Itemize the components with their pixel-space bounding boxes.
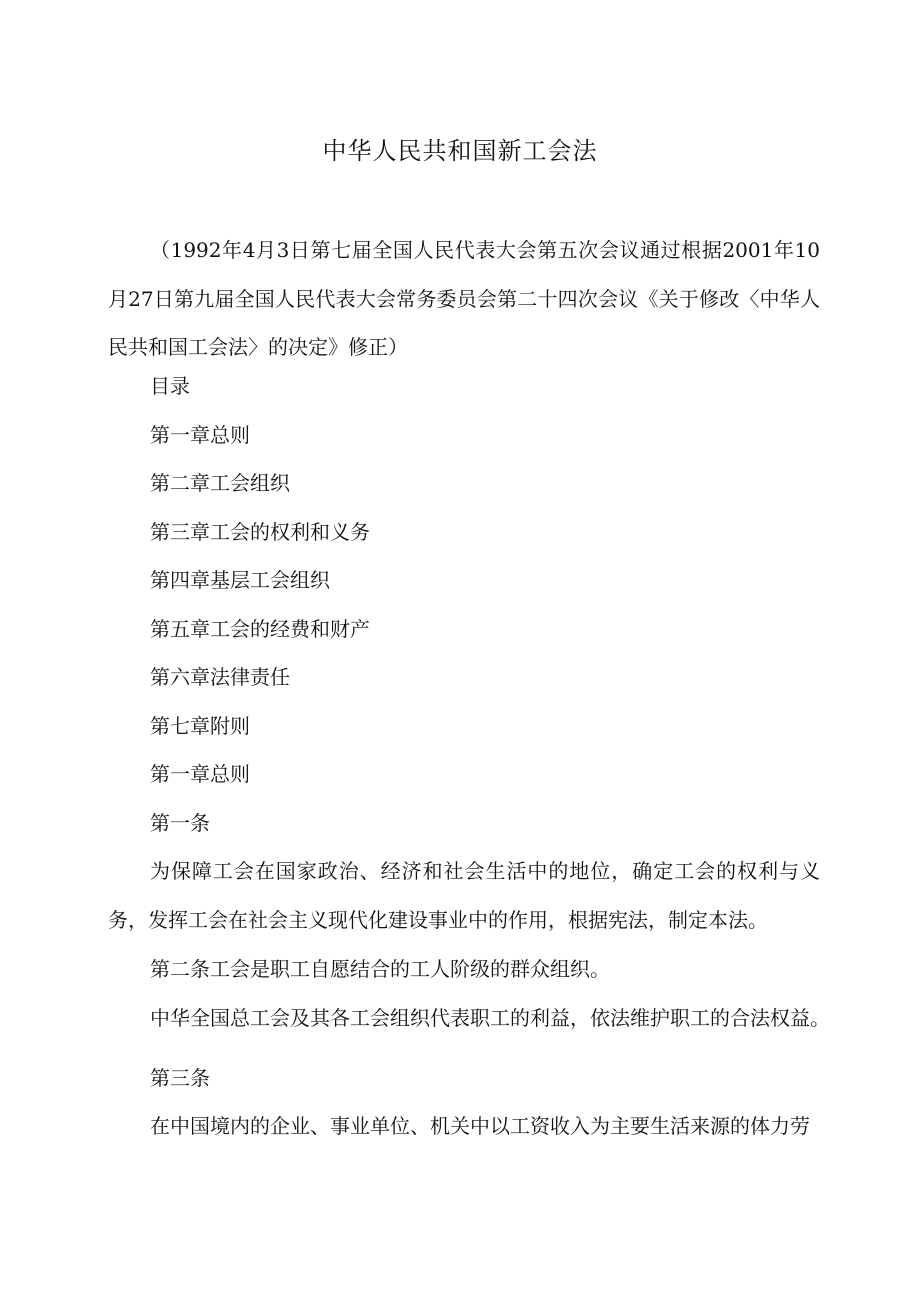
toc-item-5: 第五章工会的经费和财产 xyxy=(150,617,370,641)
article-1-heading: 第一条 xyxy=(150,811,210,835)
article-2-text-continued: 中华全国总工会及其各工会组织代表职工的利益，依法维护职工的合法权益。 xyxy=(150,1006,830,1030)
toc-item-6: 第六章法律责任 xyxy=(150,665,290,689)
toc-item-7: 第七章附则 xyxy=(150,714,250,738)
toc-item-4: 第四章基层工会组织 xyxy=(150,568,330,592)
toc-heading: 目录 xyxy=(150,374,190,398)
article-3-text: 在中国境内的企业、事业单位、机关中以工资收入为主要生活来源的体力劳 xyxy=(150,1114,810,1138)
document-title: 中华人民共和国新工会法 xyxy=(322,137,598,165)
article-3-heading: 第三条 xyxy=(150,1066,210,1090)
preamble-paragraph: （1992年4月3日第七届全国人民代表大会第五次会议通过根据2001年10月27日第九届全国人民代表大会常务委员会第二十四次会议《关于修改〈中华人民共和国工会法〉的决定》修正） xyxy=(108,238,820,359)
toc-item-2: 第二章工会组织 xyxy=(150,471,290,495)
toc-item-1: 第一章总则 xyxy=(150,423,250,447)
chapter-1-heading: 第一章总则 xyxy=(150,762,250,786)
article-2-text: 第二条工会是职工自愿结合的工人阶级的群众组织。 xyxy=(150,957,610,981)
toc-item-3: 第三章工会的权利和义务 xyxy=(150,520,370,544)
article-1-text: 为保障工会在国家政治、经济和社会生活中的地位，确定工会的权利与义务，发挥工会在社会主义现代化建设事业中的作用，根据宪法，制定本法。 xyxy=(108,859,820,932)
